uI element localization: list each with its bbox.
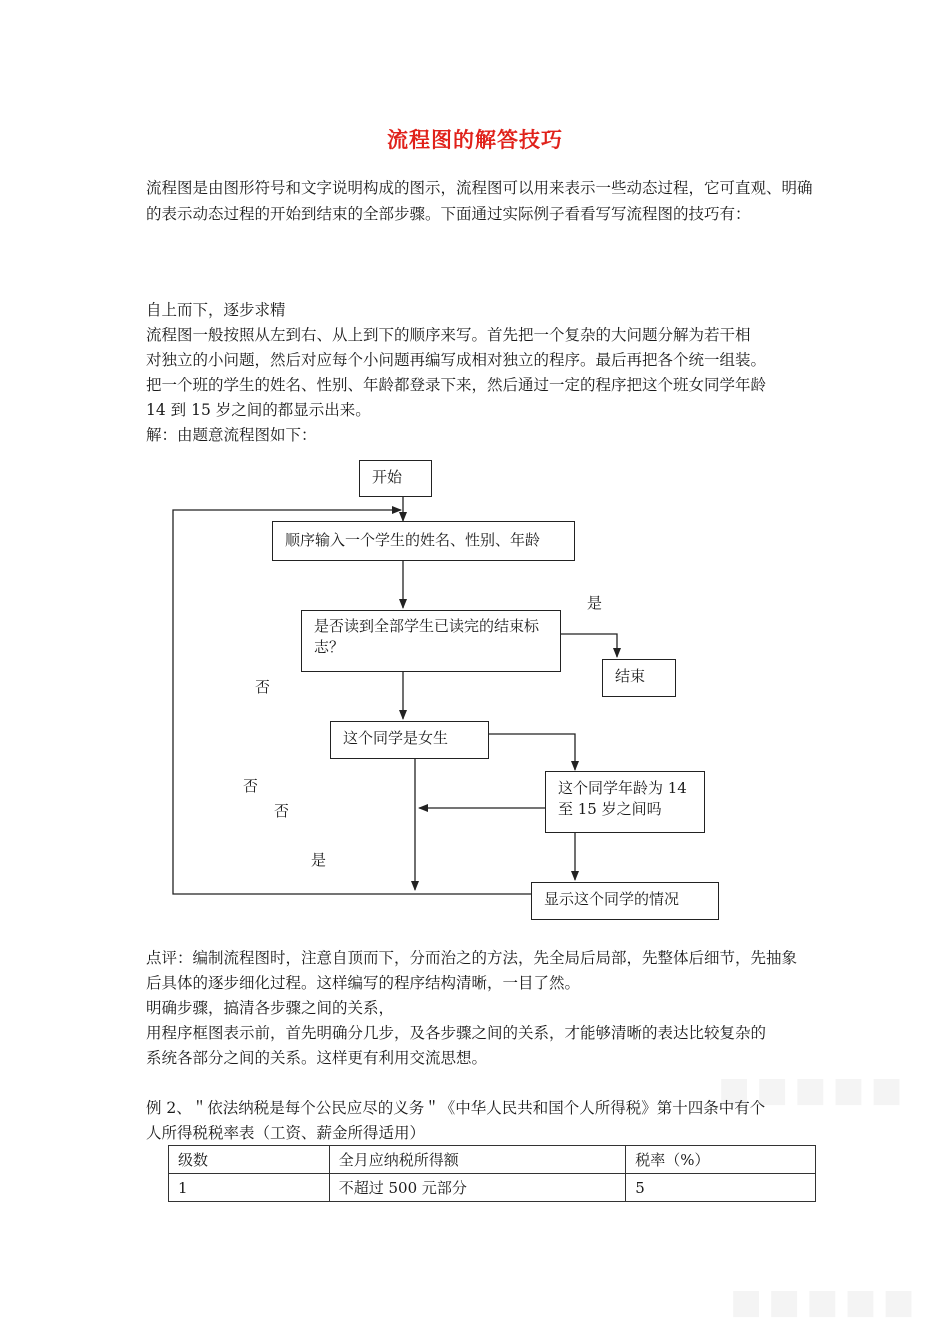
flow-is-female-box: 这个同学是女生 [330, 721, 489, 759]
label-no: 否 [243, 777, 259, 795]
tax-rate-table [168, 1145, 816, 1202]
table-header-cell: 全月应纳税所得额 [329, 1146, 626, 1174]
arrow-check-to-end [561, 634, 617, 657]
section-heading: 自上而下，逐步求精 [146, 301, 286, 319]
comment-line: 点评：编制流程图时，注意自顶而下，分而治之的方法，先全局后局部，先整体后细节，先抽象 [146, 949, 798, 967]
watermark [718, 1070, 909, 1110]
flow-display-box: 显示这个同学的情况 [531, 882, 719, 920]
section-text-line: 14 到 15 岁之间的都显示出来。 [146, 401, 371, 419]
table-header-cell: 级数 [169, 1146, 330, 1174]
table-header-cell: 税率（%） [626, 1146, 816, 1174]
flow-input-box: 顺序输入一个学生的姓名、性别、年龄 [272, 521, 575, 561]
page-title: 流程图的解答技巧 [387, 127, 563, 152]
table-row [169, 1174, 816, 1202]
flow-age-check-box: 这个同学年龄为 14 至 15 岁之间吗 [545, 771, 705, 833]
section-text-line: 把一个班的学生的姓名、性别、年龄都登录下来，然后通过一定的程序把这个班女同学年龄 [146, 376, 767, 394]
section-text-line: 对独立的小问题，然后对应每个小问题再编写成相对独立的程序。最后再把各个统一组装。 [146, 351, 767, 369]
table-cell: 5 [626, 1174, 816, 1202]
example2-line: 人所得税税率表（工资、薪金所得适用） [146, 1124, 426, 1142]
table-cell: 不超过 500 元部分 [329, 1174, 626, 1202]
label-yes: 是 [311, 851, 327, 869]
table-cell: 1 [169, 1174, 330, 1202]
comment-line: 用程序框图表示前，首先明确分几步，及各步骤之间的关系，才能够清晰的表达比较复杂的 [146, 1024, 767, 1042]
section-text-line: 流程图一般按照从左到右、从上到下的顺序来写。首先把一个复杂的大问题分解为若干相 [146, 326, 751, 344]
intro-paragraph: 流程图是由图形符号和文字说明构成的图示，流程图可以用来表示一些动态过程，它可直观、明确的表示动态过程的开始到结束的全部步骤。下面通过实际例子看看写写流程图的技巧有： [146, 179, 813, 223]
arrow-female-to-age [489, 734, 575, 770]
flow-start-box: 开始 [359, 460, 432, 497]
arrow-loop-back [173, 510, 531, 894]
label-no: 否 [274, 802, 290, 820]
table-header-row [169, 1146, 816, 1174]
label-yes: 是 [587, 594, 603, 612]
comment-line: 明确步骤，搞清各步骤之间的关系， [146, 999, 395, 1017]
flow-end-box: 结束 [602, 659, 676, 697]
label-no: 否 [255, 678, 271, 696]
comment-line: 系统各部分之间的关系。这样更有利用交流思想。 [146, 1049, 488, 1067]
solution-intro: 解：由题意流程图如下： [146, 426, 317, 444]
example2-line: 例 2、＂依法纳税是每个公民应尽的义务＂《中华人民共和国个人所得税》第十四条中有个 [146, 1099, 766, 1117]
watermark [730, 1282, 921, 1322]
comment-line: 后具体的逐步细化过程。这样编写的程序结构清晰，一目了然。 [146, 974, 581, 992]
flow-check-end-box: 是否读到全部学生已读完的结束标志？ [301, 610, 561, 672]
